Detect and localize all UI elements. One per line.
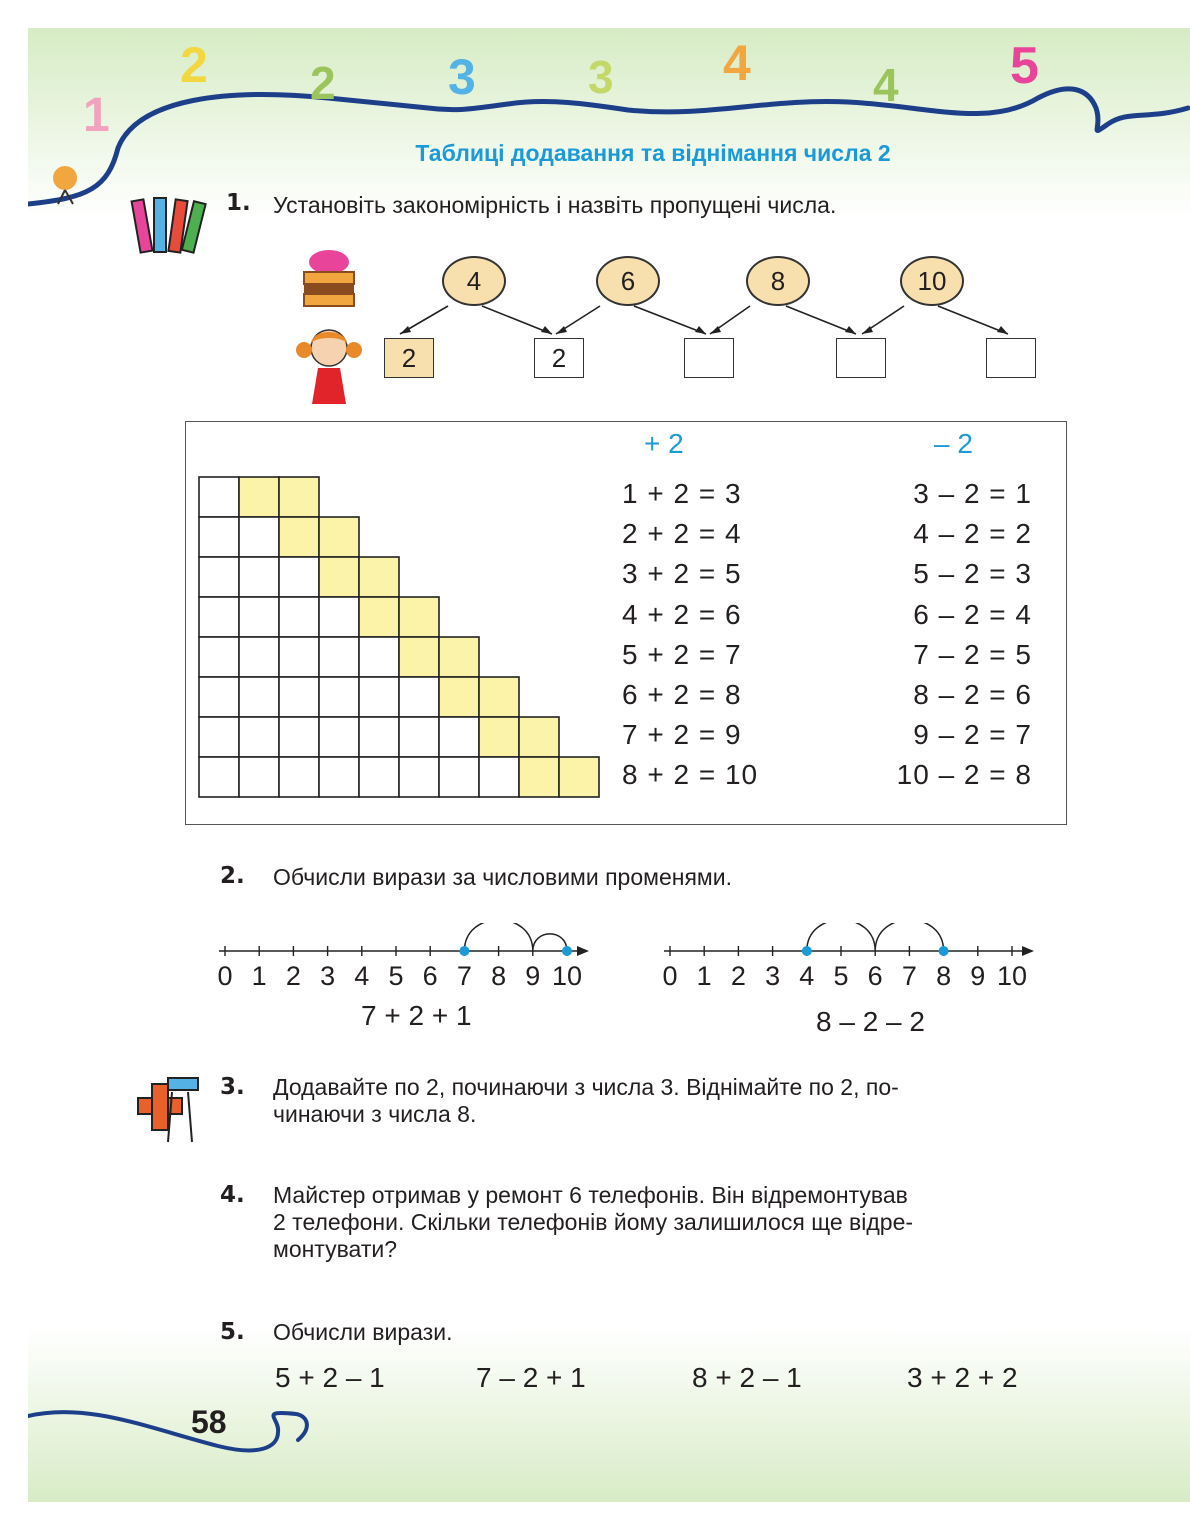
minus-equation: 5 – 2 = 3 <box>913 558 1032 590</box>
minus-equation: 9 – 2 = 7 <box>913 719 1032 751</box>
digit-character-3: 3 <box>448 49 476 105</box>
task5-number: 5. <box>220 1319 245 1345</box>
footer-wave <box>28 1388 348 1468</box>
girl-icon <box>292 322 366 404</box>
ray-label: 3 <box>320 961 336 991</box>
ray-label: 10 <box>996 961 1028 991</box>
task4-number: 4. <box>220 1182 245 1208</box>
ray-label: 2 <box>730 961 746 991</box>
minus-equation: 6 – 2 = 4 <box>913 598 1032 630</box>
ray-point <box>939 946 949 956</box>
task1-text: Установіть закономірність і назвіть пропущені числа. <box>273 192 837 218</box>
grid-cell-highlighted <box>279 477 319 517</box>
grid-cell <box>199 677 239 717</box>
task3-number: 3. <box>220 1074 245 1100</box>
grid-cell <box>199 517 239 557</box>
grid-cell <box>279 597 319 637</box>
minus-header: – 2 <box>934 428 973 459</box>
plus-equation: 6 + 2 = 8 <box>622 679 742 710</box>
ray-label: 8 <box>936 961 952 991</box>
task4-line-1: Майстер отримав у ремонт 6 телефонів. Він відремонтував <box>273 1182 908 1208</box>
ray-label: 6 <box>422 961 438 991</box>
plus-equation: 3 + 2 = 5 <box>622 558 742 590</box>
ray-jump-arc <box>533 934 567 951</box>
right-expression: 8 – 2 – 2 <box>816 1006 925 1037</box>
grid-cell-highlighted <box>319 517 359 557</box>
answer-box[interactable]: 2 <box>384 338 434 378</box>
grid-cell <box>199 557 239 597</box>
grid-cell <box>439 717 479 757</box>
ray-label: 4 <box>799 961 815 991</box>
digit-character-1: 1 <box>83 89 110 142</box>
oval-number: 8 <box>746 256 810 306</box>
number-ray-left <box>213 923 603 993</box>
task5-text: Обчисли вирази. <box>273 1319 453 1345</box>
grid-cell <box>279 717 319 757</box>
minus-equation: 8 – 2 = 6 <box>913 679 1032 710</box>
task5-expression: 8 + 2 – 1 <box>692 1362 802 1393</box>
grid-cell-highlighted <box>399 597 439 637</box>
ray-point <box>562 946 572 956</box>
grid-cell-highlighted <box>319 557 359 597</box>
textbook-page <box>28 28 1190 1502</box>
plus-equation: 1 + 2 = 3 <box>622 478 742 509</box>
oval-number: 6 <box>596 256 660 306</box>
task4-line-2: 2 телефони. Скільки телефонів йому залишилося ще відре- <box>273 1209 914 1235</box>
plus-header: + 2 <box>644 428 684 459</box>
ray-label: 6 <box>867 961 883 991</box>
answer-box[interactable]: 2 <box>534 338 584 378</box>
ray-label: 0 <box>662 961 678 991</box>
ray-arrowhead <box>577 946 589 956</box>
grid-cell-highlighted <box>519 717 559 757</box>
task2-number: 2. <box>220 863 245 889</box>
digit-character-2: 2 <box>180 37 208 93</box>
grid-cell <box>239 517 279 557</box>
grid-cell-highlighted <box>559 757 599 797</box>
staircase-grid <box>198 476 600 798</box>
answer-box[interactable] <box>986 338 1036 378</box>
oval-number: 4 <box>442 256 506 306</box>
ray-label: 8 <box>491 961 507 991</box>
ray-label: 1 <box>251 961 267 991</box>
digit-character-2b: 2 <box>310 57 336 109</box>
ray-label: 0 <box>217 961 233 991</box>
grid-cell <box>359 757 399 797</box>
page-number: 58 <box>191 1404 227 1440</box>
pencils-icon <box>130 192 208 264</box>
grid-cell <box>479 757 519 797</box>
grid-cell <box>319 717 359 757</box>
grid-cell <box>239 557 279 597</box>
grid-cell <box>359 717 399 757</box>
grid-cell <box>199 717 239 757</box>
digit-character-5: 5 <box>1010 37 1039 95</box>
grid-cell-highlighted <box>439 637 479 677</box>
ray-label: 7 <box>901 961 917 991</box>
task4-line-3: монтувати? <box>273 1236 398 1262</box>
grid-cell <box>279 677 319 717</box>
task5-expression: 7 – 2 + 1 <box>476 1362 586 1393</box>
grid-cell <box>319 597 359 637</box>
grid-cell <box>239 637 279 677</box>
ray-label: 10 <box>551 961 583 991</box>
task5-expression: 3 + 2 + 2 <box>907 1362 1018 1393</box>
grid-cell-highlighted <box>439 677 479 717</box>
plus-equation: 2 + 2 = 4 <box>622 518 742 550</box>
grid-cell <box>199 597 239 637</box>
grid-cell-highlighted <box>479 717 519 757</box>
grid-cell <box>199 757 239 797</box>
task4-text <box>273 1182 913 1263</box>
ray-label: 7 <box>456 961 472 991</box>
ray-label: 2 <box>285 961 301 991</box>
grid-cell <box>359 677 399 717</box>
task3-line-2: чинаючи з числа 8. <box>273 1101 477 1127</box>
grid-cell <box>239 677 279 717</box>
task1-number: 1. <box>226 190 251 216</box>
grid-cell <box>239 717 279 757</box>
left-expression: 7 + 2 + 1 <box>361 1000 472 1031</box>
ray-label: 5 <box>388 961 404 991</box>
grid-cell <box>279 557 319 597</box>
digit-character-3b: 3 <box>588 51 614 103</box>
addition-subtraction-table <box>185 421 1067 825</box>
minus-equation: 4 – 2 = 2 <box>913 518 1032 550</box>
ray-label: 1 <box>696 961 712 991</box>
oval-number: 10 <box>900 256 964 306</box>
plus-equation: 7 + 2 = 9 <box>622 719 742 751</box>
minus-equation: 10 – 2 = 8 <box>896 759 1032 791</box>
grid-cell <box>279 637 319 677</box>
grid-cell <box>359 637 399 677</box>
minus-equation: 3 – 2 = 1 <box>913 478 1032 509</box>
task5-expression: 5 + 2 – 1 <box>275 1362 385 1393</box>
task3-text <box>273 1074 899 1128</box>
ray-point <box>802 946 812 956</box>
plus-character-icon <box>128 1072 208 1148</box>
task3-line-1: Додавайте по 2, починаючи з числа 3. Віднімайте по 2, по- <box>273 1074 899 1100</box>
ray-label: 3 <box>765 961 781 991</box>
digit-character-4b: 4 <box>873 59 899 111</box>
plus-equation: 8 + 2 = 10 <box>622 759 759 791</box>
grid-cell <box>399 757 439 797</box>
grid-cell <box>399 677 439 717</box>
grid-cell <box>439 757 479 797</box>
ray-label: 9 <box>970 961 986 991</box>
grid-cell <box>319 637 359 677</box>
grid-cell <box>319 677 359 717</box>
grid-cell <box>239 597 279 637</box>
grid-cell <box>199 637 239 677</box>
task2-text: Обчисли вирази за числовими променями. <box>273 864 732 890</box>
number-ray-right <box>658 923 1048 993</box>
grid-cell-highlighted <box>359 557 399 597</box>
answer-box[interactable] <box>836 338 886 378</box>
grid-cell-highlighted <box>359 597 399 637</box>
grid-cell <box>319 757 359 797</box>
plus-equation: 4 + 2 = 6 <box>622 598 742 630</box>
cake-icon <box>298 246 360 312</box>
grid-cell-highlighted <box>519 757 559 797</box>
ray-label: 5 <box>833 961 849 991</box>
grid-cell <box>279 757 319 797</box>
grid-cell-highlighted <box>479 677 519 717</box>
grid-cell-highlighted <box>239 477 279 517</box>
ray-label: 9 <box>525 961 541 991</box>
grid-cell-highlighted <box>399 637 439 677</box>
grid-cell <box>199 477 239 517</box>
digit-character-4: 4 <box>723 35 751 91</box>
ray-label: 4 <box>354 961 370 991</box>
answer-box[interactable] <box>684 338 734 378</box>
minus-equation: 7 – 2 = 5 <box>913 638 1032 670</box>
ray-arrowhead <box>1022 946 1034 956</box>
page-title: Таблиці додавання та віднімання числа 2 <box>415 140 891 166</box>
grid-cell <box>239 757 279 797</box>
grid-cell <box>399 717 439 757</box>
ray-point <box>459 946 469 956</box>
plus-equation: 5 + 2 = 7 <box>622 638 742 670</box>
grid-cell-highlighted <box>279 517 319 557</box>
